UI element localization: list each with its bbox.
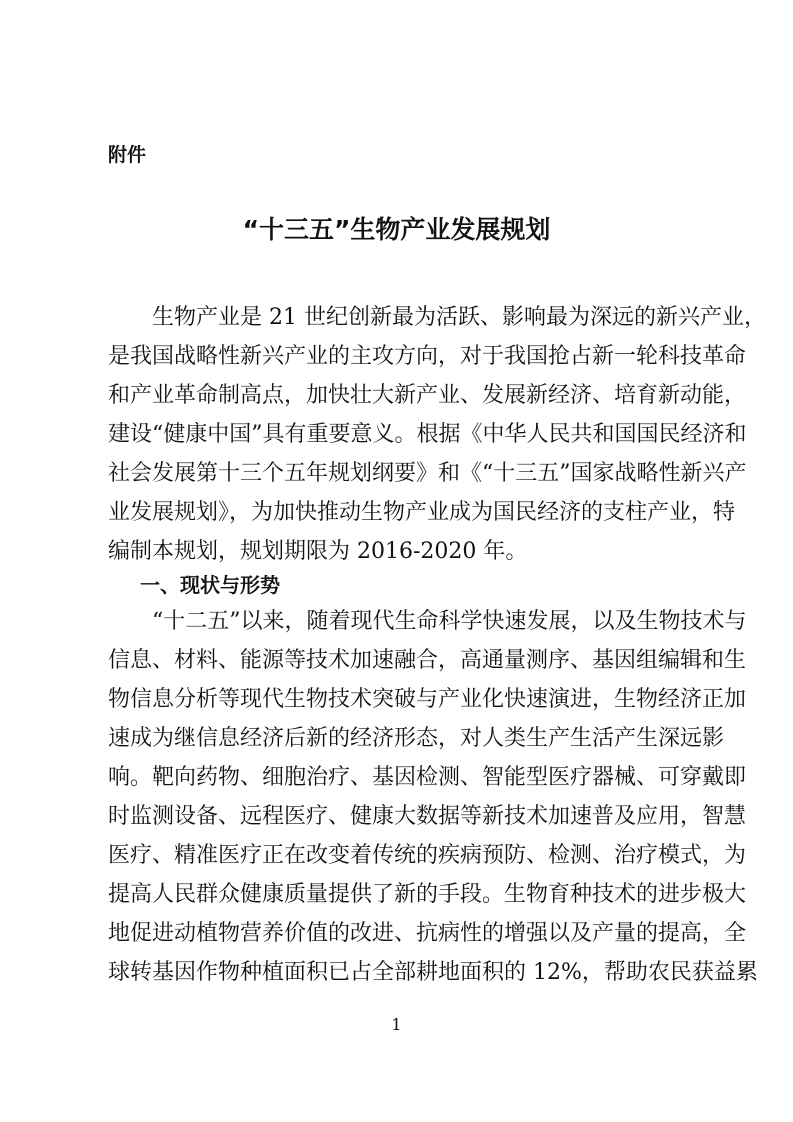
page-number: 1 (391, 1015, 402, 1034)
text-line: 编制本规划，规划期限为 2016-2020 年。 (108, 539, 528, 564)
text-line: 响。靶向药物、细胞治疗、基因检测、智能型医疗器械、可穿戴即 (108, 765, 747, 790)
document-title: “十三五”生物产业发展规划 (242, 215, 551, 244)
section-heading: 一、现状与形势 (140, 573, 280, 597)
text-line: 地促进动植物营养价值的改进、抗病性的增强以及产量的提高，全 (108, 921, 747, 946)
text-line: 生物产业是 21 世纪创新最为活跃、影响最为深远的新兴产业， (152, 305, 766, 330)
text-line: 医疗、精准医疗正在改变着传统的疾病预防、检测、治疗模式，为 (108, 843, 747, 868)
text-line: “十二五”以来，随着现代生命科学快速发展，以及生物技术与 (152, 609, 747, 634)
text-line: 和产业革命制高点，加快壮大新产业、发展新经济、培育新动能， (108, 383, 747, 408)
text-line: 球转基因作物种植面积已占全部耕地面积的 12%，帮助农民获益累 (108, 960, 758, 985)
section1-paragraph (108, 602, 758, 992)
attachment-label: 附件 (108, 144, 147, 166)
text-line: 物信息分析等现代生物技术突破与产业化快速演进，生物经济正加 (108, 687, 747, 712)
text-line: 是我国战略性新兴产业的主攻方向，对于我国抢占新一轮科技革命 (108, 344, 747, 369)
text-line: 信息、材料、能源等技术加速融合，高通量测序、基因组编辑和生 (108, 648, 747, 673)
text-line: 建设“健康中国”具有重要意义。根据《中华人民共和国国民经济和 (108, 422, 747, 447)
text-line: 提高人民群众健康质量提供了新的手段。生物育种技术的进步极大 (108, 882, 747, 907)
text-line: 速成为继信息经济后新的经济形态，对人类生产生活产生深远影 (108, 726, 725, 751)
text-line: 社会发展第十三个五年规划纲要》和《“十三五”国家战略性新兴产 (108, 461, 747, 486)
text-line: 时监测设备、远程医疗、健康大数据等新技术加速普及应用，智慧 (108, 804, 747, 829)
intro-paragraph (108, 298, 766, 571)
text-line: 业发展规划》，为加快推动生物产业成为国民经济的支柱产业，特 (108, 500, 736, 525)
